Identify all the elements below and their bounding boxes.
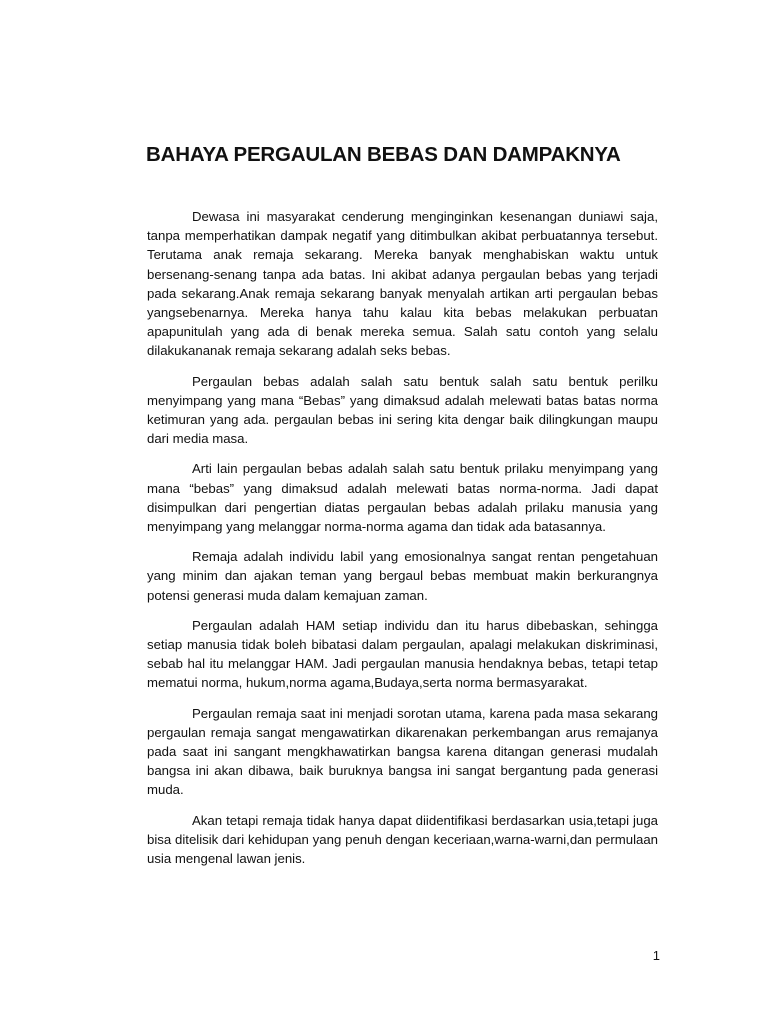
paragraph-6: Pergaulan remaja saat ini menjadi sorotan utama, karena pada masa sekarang pergaulan remaja sangat mengawatirkan dikarenakan perkembangan arus remajanya pada saat ini sangant mengkhawatirkan bangsa karena ditangan generasi mudalah bangsa ini akan dibawa, baik buruknya bangsa ini sangat bergantung pada generasi muda. (147, 705, 658, 798)
paragraph-7: Akan tetapi remaja tidak hanya dapat diidentifikasi berdasarkan usia,tetapi juga bisa ditelisik dari kehidupan yang penuh dengan keceriaan,warna-warni,dan permulaan usia mengenal lawan jenis. (147, 812, 658, 867)
document-body (147, 207, 658, 879)
page-number: 1 (652, 948, 660, 963)
paragraph-4: Remaja adalah individu labil yang emosionalnya sangat rentan pengetahuan yang minim dan ajakan teman yang bergaul bebas membuat makin berkurangnya potensi generasi muda dalam kemajuan zaman. (147, 549, 658, 603)
paragraph-1: Dewasa ini masyarakat cenderung menginginkan kesenangan duniawi saja, tanpa memperhatikan dampak negatif yang ditimbulkan akibat perbuatannya tersebut. Terutama anak remaja sekarang. Mereka banyak menghabiskan waktu untuk bersenang-senang tanpa ada batas. Ini akibat adanya pergaulan bebas yang terjadi pada sekarang.Anak remaja sekarang banyak menyalah artikan arti pergaulan bebas yangsebenarnya. Mereka hanya tahu kalau kita bebas melakukan perbuatan apapunitulah yang ada di benak mereka semua. Salah satu contoh yang selalu dilakukananak remaja sekarang adalah seks bebas. (147, 209, 658, 359)
paragraph-3: Arti lain pergaulan bebas adalah salah satu bentuk prilaku menyimpang yang mana “bebas” yang dimaksud adalah melewati batas norma-norma. Jadi dapat disimpulkan dari pengertian diatas pergaulan bebas adalah prilaku manusia yang menyimpang yang melanggar norma-norma agama dan tidak ada batasannya. (147, 461, 658, 535)
paragraph-2: Pergaulan bebas adalah salah satu bentuk salah satu bentuk perilku menyimpang yang mana “Bebas” yang dimaksud adalah melewati batas batas norma ketimuran yang ada. pergaulan bebas ini sering kita dengar baik dilingkungan maupu dari media masa. (147, 373, 658, 447)
page-title: BAHAYA PERGAULAN BEBAS DAN DAMPAKNYA (146, 143, 621, 166)
paragraph-5: Pergaulan adalah HAM setiap individu dan itu harus dibebaskan, sehingga setiap manusia tidak boleh bibatasi dalam pergaulan, apalagi melakukan diskriminasi, sebab hal itu melanggar HAM. Jadi pergaulan manusia hendaknya bebas, tetapi tetap mematui norma, hukum,norma agama,Budaya,serta norma bermasyarakat. (147, 617, 658, 691)
